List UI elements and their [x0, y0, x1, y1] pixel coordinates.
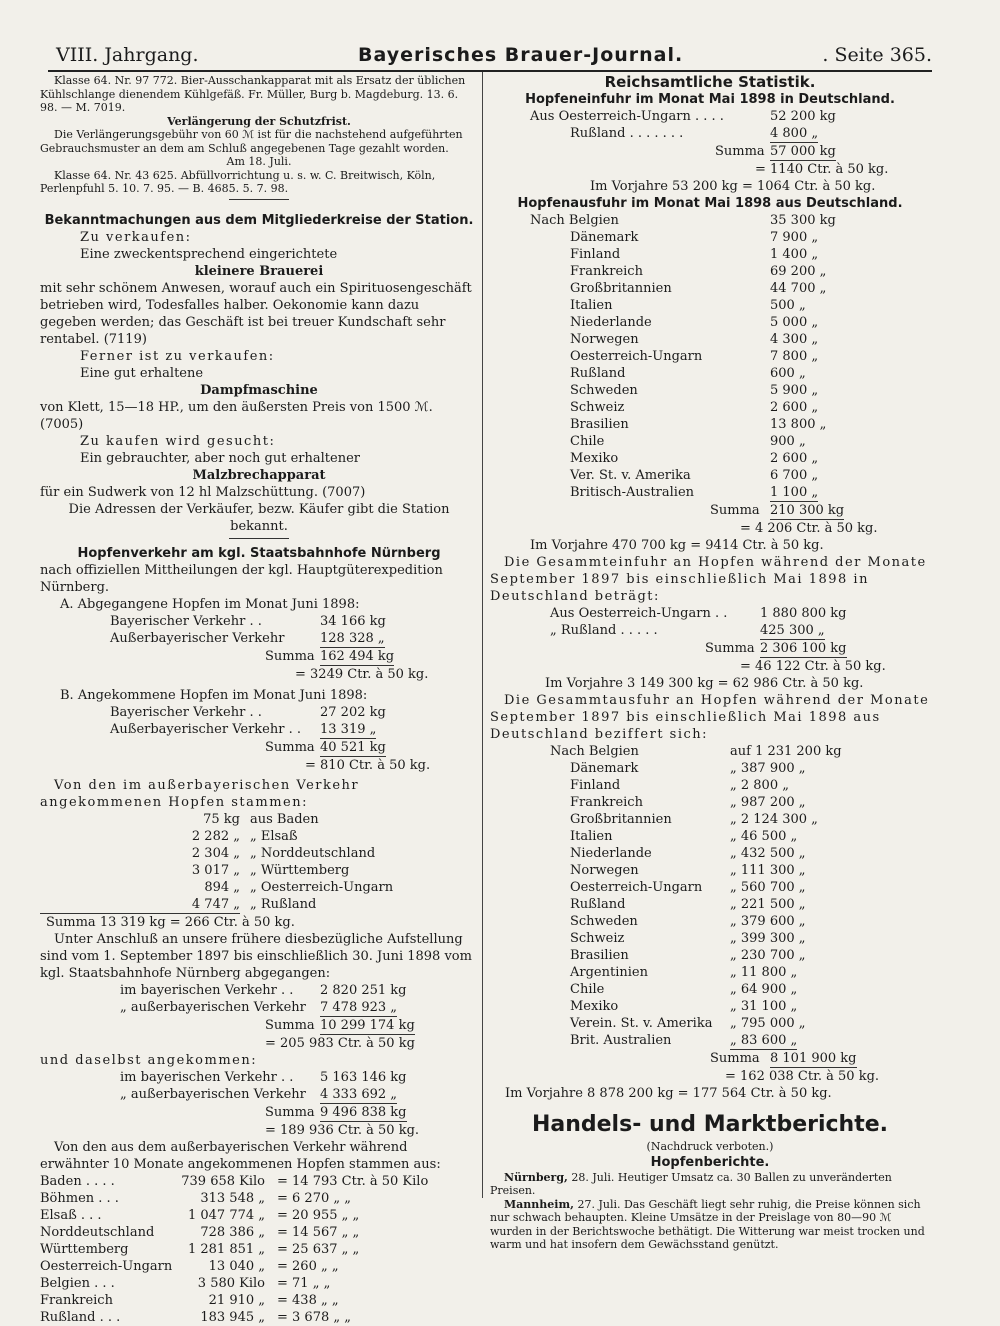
gesammteinfuhr-vorjahr: Im Vorjahre 3 149 300 kg = 62 986 Ctr. à 50 kg. [545, 676, 864, 691]
table-row: Außerbayerischer Verkehr 128 328 „ [110, 630, 385, 646]
table-row: Bayerischer Verkehr . . 34 166 kg [110, 613, 386, 629]
table-row: Außerbayerischer Verkehr . . 13 319 „ [110, 721, 377, 737]
page-header [48, 44, 932, 68]
ten-months-table [40, 1173, 478, 1326]
table-row: Schweden 5 900 „ [570, 383, 819, 398]
gesammtausfuhr-text: Die Gesammtausfuhr an Hopfen während der Monate September 1897 bis einschließlich Mai 1898 aus Deutschland beziffert sich: [490, 693, 930, 742]
report-mannheim-city: Mannheim, [504, 1197, 574, 1211]
ausfuhr-ctr: = 4 206 Ctr. à 50 kg. [740, 521, 878, 536]
table-row: Oesterreich-Ungarn 7 800 „ [570, 349, 819, 364]
table-row: Norwegen „ 111 300 „ [570, 863, 806, 878]
volume-label: VIII. Jahrgang. [56, 44, 199, 66]
gesammteinfuhr-ctr: = 46 122 Ctr. à 50 kg. [740, 659, 886, 674]
summa-row: Summa 10 299 174 kg [265, 1017, 415, 1033]
table-row: Italien 500 „ [570, 298, 806, 313]
patent-klasse-64-43625: Klasse 64. Nr. 43 625. Abfüllvorrichtung u. s. w. C. Breitwisch, Köln, Perlenpfuhl 5. 10. 7. 95. — B. 4685. 5. 7. 98. [40, 168, 436, 195]
verlaengerung-heading: Verlängerung der Schutzfrist. [167, 114, 351, 128]
report-nuernberg-text: 28. Juli. Heutiger Umsatz ca. 30 Ballen zu unveränderten Preisen. [490, 1170, 892, 1197]
table-row: Oesterreich-Ungarn 13 040 „ = 260 „ „ [40, 1258, 339, 1274]
table-row: 75 kg aus Baden [203, 811, 319, 827]
ausfuhr-vorjahr: Im Vorjahre 470 700 kg = 9414 Ctr. à 50 kg. [530, 538, 824, 553]
verlaengerung-date: Am 18. Juli. [226, 155, 292, 168]
section-a-table [40, 613, 478, 683]
table-row: Rußland . . . . . . . 4 800 „ [570, 126, 819, 141]
gesammteinfuhr-table [490, 605, 930, 692]
table-row: Brasilien 13 800 „ [570, 417, 827, 432]
ad-intro: Eine zweckentsprechend eingerichtete [80, 246, 338, 262]
summa-row: Summa 8 101 900 kg [710, 1051, 857, 1066]
table-row: Nach Belgien auf 1 231 200 kg [550, 744, 842, 759]
table-row: Rußland 600 „ [570, 366, 806, 381]
table-row: Frankreich „ 987 200 „ [570, 795, 806, 810]
table-row: Schweiz 2 600 „ [570, 400, 819, 415]
table-row: Frankreich 69 200 „ [570, 264, 827, 279]
table-row: Niederlande „ 432 500 „ [570, 846, 806, 861]
table-row: 3 017 „ „ Württemberg [191, 862, 350, 878]
table-row: Schweiz „ 399 300 „ [570, 931, 806, 946]
table-row: Norddeutschland 728 386 „ = 14 567 „ „ [40, 1224, 360, 1240]
table-row: Frankreich 21 910 „ = 438 „ „ [40, 1292, 339, 1308]
ausfuhr-heading: Hopfenausfuhr im Monat Mai 1898 aus Deutschland. [517, 196, 903, 211]
table-row: Belgien . . . 3 580 Kilo = 71 „ „ [40, 1275, 331, 1291]
table-row: Großbritannien 44 700 „ [570, 281, 827, 296]
reichsamtliche-heading: Reichsamtliche Statistik. [604, 73, 816, 91]
hopfenberichte-heading: Hopfenberichte. [650, 1154, 770, 1170]
section-b-title: B. Angekommene Hopfen im Monat Juni 1898: [60, 687, 368, 703]
table-row: „ Rußland . . . . . 425 300 „ [550, 623, 825, 638]
ad-malz-text: für ein Sudwerk von 12 hl Malzschüttung. (7007) [40, 484, 366, 500]
summa-row: Summa 40 521 kg [265, 739, 386, 755]
table-row: Aus Oesterreich-Ungarn . . 1 880 800 kg [550, 606, 847, 621]
gesammtausfuhr-ctr: = 162 038 Ctr. à 50 kg. [725, 1069, 880, 1084]
table-row: Italien „ 46 500 „ [570, 829, 798, 844]
hopfenverkehr-source: nach offiziellen Mittheilungen der kgl. Hauptgüterexpedition Nürnberg. [40, 562, 443, 595]
table-row: Bayerischer Verkehr . . 27 202 kg [110, 704, 386, 720]
header-rule [48, 70, 932, 72]
report-nuernberg-city: Nürnberg, [504, 1170, 568, 1184]
einfuhr-ctr: = 1140 Ctr. à 50 kg. [755, 162, 889, 177]
ferner-label: Ferner ist zu verkaufen: [80, 348, 275, 364]
table-row: Großbritannien „ 2 124 300 „ [570, 812, 818, 827]
origins-table [40, 811, 478, 914]
separator [229, 538, 289, 539]
angekommen-ctr: = 189 936 Ctr. à 50 kg. [265, 1122, 420, 1138]
table-row: Brit. Australien „ 83 600 „ [570, 1033, 798, 1048]
von-den-text: Von den im außerbayerischen Verkehr angekommenen Hopfen stammen: [40, 777, 360, 810]
report-mannheim [490, 1198, 930, 1252]
table-row: Niederlande 5 000 „ [570, 315, 819, 330]
von-aus-text: Von den aus dem außerbayerischen Verkehr während erwähnter 10 Monate angekommenen Hopfen stammen aus: [40, 1139, 441, 1172]
column-divider [482, 72, 483, 1198]
section-a-ctr: = 3249 Ctr. à 50 kg. [295, 666, 429, 682]
section-b-table [40, 704, 478, 774]
ad-adressen-note: Die Adressen der Verkäufer, bezw. Käufer gibt die Station bekannt. [68, 501, 450, 534]
handels-heading: Handels- und Marktberichte. [531, 1112, 889, 1137]
table-row: Rußland „ 221 500 „ [570, 897, 806, 912]
table-row: Britisch-Australien 1 100 „ [570, 485, 819, 500]
table-row: Brasilien „ 230 700 „ [570, 948, 806, 963]
table-row: 4 747 „ „ Rußland [40, 896, 478, 914]
section-b-ctr: = 810 Ctr. à 50 kg. [305, 757, 431, 773]
gesammteinfuhr-text: Die Gesammteinfuhr an Hopfen während der Monate September 1897 bis einschließlich Mai 1898 in Deutschland beträgt: [490, 555, 927, 604]
einfuhr-table [490, 108, 930, 195]
ad-dampfmaschine: Dampfmaschine [200, 382, 318, 398]
table-row: Nach Belgien 35 300 kg [530, 213, 836, 228]
table-row: Aus Oesterreich-Ungarn . . . . 52 200 kg [530, 109, 836, 124]
abgegangen-table [40, 982, 478, 1052]
abgegangen-ctr: = 205 983 Ctr. à 50 kg [265, 1035, 415, 1051]
origins-summa: Summa 13 319 kg = 266 Ctr. à 50 kg. [46, 914, 295, 930]
table-row: Dänemark 7 900 „ [570, 230, 819, 245]
bekanntmachungen-heading: Bekanntmachungen aus dem Mitgliederkreise der Station. [44, 212, 474, 228]
hopfenverkehr-heading: Hopfenverkehr am kgl. Staatsbahnhofe Nürnberg [77, 545, 441, 561]
table-row: Elsaß . . . 1 047 774 „ = 20 955 „ „ [40, 1207, 360, 1223]
report-nuernberg [490, 1171, 930, 1198]
daselbst-label: und daselbst angekommen: [40, 1052, 258, 1068]
table-row: Chile „ 64 900 „ [570, 982, 798, 997]
page-number: . Seite 365. [822, 44, 932, 66]
einfuhr-heading: Hopfeneinfuhr im Monat Mai 1898 in Deutschland. [525, 92, 895, 107]
table-row: Chile 900 „ [570, 434, 806, 449]
table-row: Ver. St. v. Amerika 6 700 „ [570, 468, 819, 483]
right-column [490, 74, 930, 1252]
table-row: Argentinien „ 11 800 „ [570, 965, 798, 980]
table-row: Mexiko „ 31 100 „ [570, 999, 798, 1014]
zu-kaufen-label: Zu kaufen wird gesucht: [80, 433, 276, 449]
table-row: 894 „ „ Oesterreich-Ungarn [204, 879, 394, 895]
patent-klasse-64-97772: Klasse 64. Nr. 97 772. Bier-Ausschankapparat mit als Ersatz der üblichen Kühlschlange dienendem Kühlgefäß. Fr. Müller, Burg b. Magdeburg. 13. 6. 98. — M. 7019. [40, 74, 466, 114]
ad-malzbrechapparat: Malzbrechapparat [192, 467, 326, 483]
table-row: Finland 1 400 „ [570, 247, 819, 262]
unter-anschluss-text: Unter Anschluß an unsere frühere diesbezügliche Aufstellung sind vom 1. September 1897 bis einschließlich 30. Juni 1898 vom kgl. Staatsbahnhofe Nürnberg abgegangen: [40, 931, 472, 981]
table-row: Baden . . . . 739 658 Kilo = 14 793 Ctr. à 50 Kilo [40, 1173, 429, 1189]
table-row: 2 304 „ „ Norddeutschland [191, 845, 376, 861]
table-row: Oesterreich-Ungarn „ 560 700 „ [570, 880, 806, 895]
table-row: Württemberg 1 281 851 „ = 25 637 „ „ [40, 1241, 360, 1257]
einfuhr-vorjahr: Im Vorjahre 53 200 kg = 1064 Ctr. à 50 kg. [590, 179, 876, 194]
summa-row: Summa 162 494 kg [265, 648, 395, 664]
ausfuhr-table [490, 212, 930, 554]
gesammtausfuhr-vorjahr: Im Vorjahre 8 878 200 kg = 177 564 Ctr. à 50 kg. [505, 1086, 832, 1101]
ad-brauerei-text: mit sehr schönem Anwesen, worauf auch ein Spirituosengeschäft betrieben wird, Todesfalles halber. Oekonomie kann dazu gegeben werden; das Geschäft ist bei treuer Kundschaft sehr rentabel. (7119) [40, 280, 472, 347]
section-a-title: A. Abgegangene Hopfen im Monat Juni 1898: [60, 596, 360, 612]
summa-row: Summa 9 496 838 kg [265, 1104, 407, 1120]
table-row: im bayerischen Verkehr . . 5 163 146 kg [120, 1069, 407, 1085]
zu-verkaufen-label: Zu verkaufen: [80, 229, 192, 245]
report-mannheim-text: 27. Juli. Das Geschäft liegt sehr ruhig, die Preise können sich nur schwach behaupten. Kleine Umsätze in der Preislage von 80—90 ℳ wurden in der Berichtswoche bethätigt. Die Witterung war meist trocken und warm und hat insofern dem Gewächsstand genützt. [490, 1197, 925, 1251]
table-row: Böhmen . . . 313 548 „ = 6 270 „ „ [40, 1190, 351, 1206]
left-column [40, 74, 478, 1326]
summa-row: Summa 2 306 100 kg [705, 641, 847, 656]
table-row: Norwegen 4 300 „ [570, 332, 819, 347]
gesammtausfuhr-table [490, 743, 930, 1102]
journal-title: Bayerisches Brauer-Journal. [358, 44, 684, 66]
table-row: Mexiko 2 600 „ [570, 451, 819, 466]
table-row: Rußland . . . 183 945 „ = 3 678 „ „ [40, 1309, 351, 1325]
summa-row: Summa 57 000 kg [715, 144, 836, 159]
ad-intro-2: Eine gut erhaltene [80, 365, 204, 381]
ad-kleinere-brauerei: kleinere Brauerei [194, 263, 324, 279]
table-row: „ außerbayerischen Verkehr 7 478 923 „ [120, 999, 398, 1015]
table-row: Dänemark „ 387 900 „ [570, 761, 806, 776]
table-row: 2 282 „ „ Elsaß [191, 828, 298, 844]
summa-row: Summa 210 300 kg [710, 503, 845, 518]
table-row: Schweden „ 379 600 „ [570, 914, 806, 929]
table-row: Verein. St. v. Amerika „ 795 000 „ [570, 1016, 806, 1031]
angekommen-table [40, 1069, 478, 1139]
ad-dampfmaschine-text: von Klett, 15—18 HP., um den äußersten Preis von 1500 ℳ. (7005) [40, 399, 433, 432]
nachdruck-note: (Nachdruck verboten.) [646, 1140, 774, 1153]
separator [229, 199, 289, 200]
table-row: im bayerischen Verkehr . . 2 820 251 kg [120, 982, 407, 998]
table-row: Finland „ 2 800 „ [570, 778, 789, 793]
ad-intro-3: Ein gebrauchter, aber noch gut erhaltener [80, 450, 360, 466]
verlaengerung-text: Die Verlängerungsgebühr von 60 ℳ ist für die nachstehend aufgeführten Gebrauchsmuster an dem am Schluß angegebenen Tage gezahlt worden. [40, 128, 463, 155]
table-row: „ außerbayerischen Verkehr 4 333 692 „ [120, 1086, 398, 1102]
